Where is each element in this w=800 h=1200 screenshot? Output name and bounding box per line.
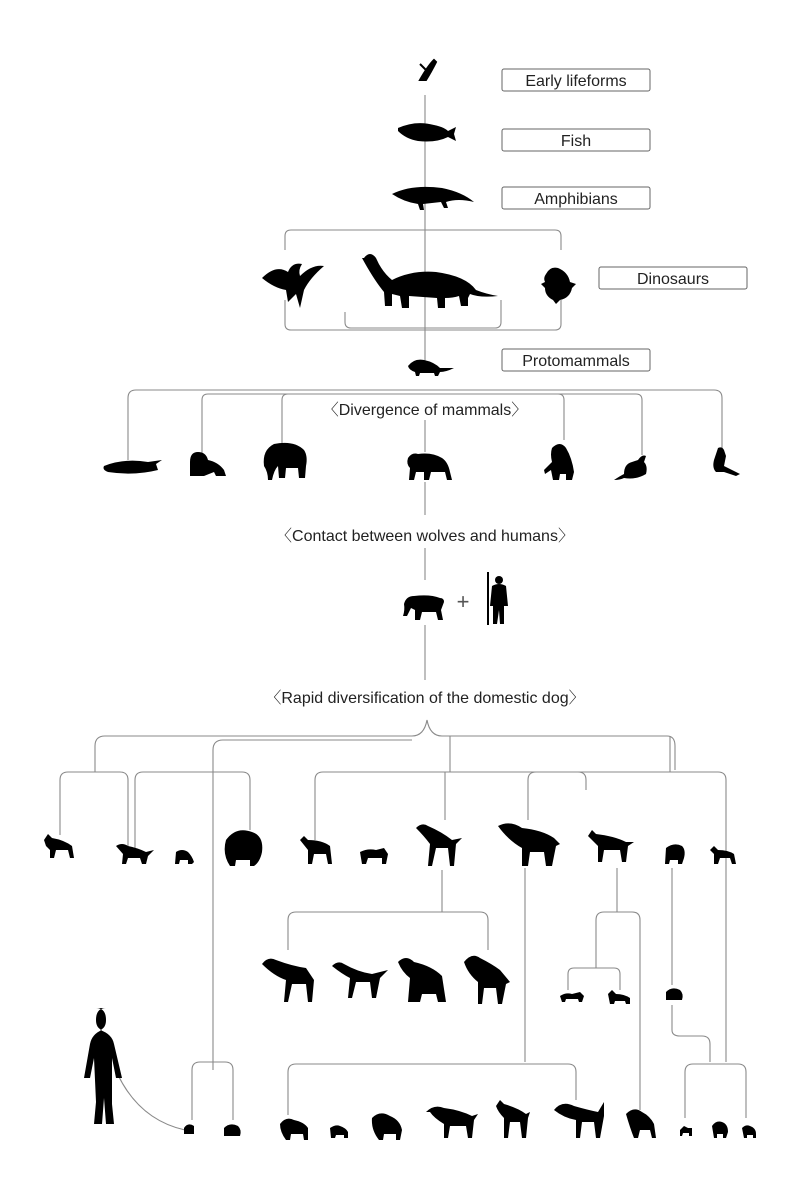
shepherd-icon — [588, 830, 634, 862]
greyhound-icon — [416, 824, 462, 866]
fish-icon — [398, 123, 456, 141]
elephant-icon — [264, 443, 307, 480]
label-early-lifeforms — [502, 69, 650, 91]
toy-dog-icon — [184, 1124, 194, 1134]
corgi-icon — [608, 990, 630, 1004]
chihuahua-icon — [680, 1126, 692, 1136]
label-protomammals — [502, 349, 650, 371]
small-dog-icon — [330, 1125, 348, 1138]
label-amphibians — [502, 187, 650, 209]
poodle-icon — [712, 1122, 728, 1139]
whale-icon — [104, 460, 163, 474]
spitz-icon — [665, 844, 685, 864]
dachshund-icon — [560, 992, 584, 1002]
afghan-icon — [398, 958, 446, 1002]
svg-text:Early lifeforms: Early lifeforms — [525, 73, 627, 90]
borzoi-icon — [262, 959, 314, 1002]
maltese-icon — [666, 988, 683, 1000]
bloodhound-icon — [554, 1102, 604, 1138]
meerkat-icon — [713, 447, 740, 476]
beagle-icon — [626, 1109, 656, 1138]
heading-contact: 〈Contact between wolves and humans〉 — [276, 528, 574, 545]
svg-text:Fish: Fish — [560, 133, 592, 150]
mastiff-icon — [498, 823, 560, 866]
yorkie-icon — [742, 1125, 756, 1138]
ape-icon — [544, 444, 574, 480]
rodent-icon — [408, 360, 454, 376]
dogs-row-3 — [184, 1100, 756, 1140]
terrier-icon — [710, 846, 736, 864]
dog-icon — [360, 848, 388, 864]
svg-text:Dinosaurs: Dinosaurs — [636, 271, 710, 288]
dog-icon — [300, 836, 332, 864]
dog-icon — [175, 850, 194, 864]
st-bernard-icon — [426, 1107, 478, 1138]
pug-icon — [224, 1124, 241, 1136]
setter-icon — [464, 956, 510, 1004]
chow-icon — [225, 830, 263, 866]
doberman-icon — [496, 1100, 530, 1138]
human-walking-dog-icon — [84, 1008, 122, 1124]
dogs-row-1 — [44, 823, 736, 866]
salamander-icon — [392, 187, 474, 210]
turtle-icon — [541, 268, 576, 304]
tadpole-icon — [420, 60, 436, 80]
bird-icon — [262, 264, 324, 308]
svg-text:Amphibians: Amphibians — [534, 191, 618, 208]
heading-diversification: 〈Rapid diversification of the domestic dog〉 — [265, 690, 585, 707]
svg-text:Protomammals: Protomammals — [522, 353, 630, 370]
dog-icon — [44, 834, 74, 858]
heading-divergence: 〈Divergence of mammals〉 — [322, 402, 528, 419]
seal-icon — [190, 452, 226, 476]
bulldog-icon — [280, 1119, 308, 1140]
label-dinosaurs — [599, 267, 747, 289]
saluki-icon — [332, 962, 388, 998]
human-with-spear-icon — [488, 572, 508, 625]
spaniel-icon — [372, 1113, 402, 1140]
label-fish — [502, 129, 650, 151]
wolf-icon — [403, 595, 444, 620]
sauropod-icon — [362, 254, 498, 308]
plus-symbol: + — [456, 589, 470, 614]
big-cat-icon — [407, 454, 452, 481]
tree-lines — [60, 95, 746, 1130]
kangaroo-icon — [614, 456, 647, 481]
